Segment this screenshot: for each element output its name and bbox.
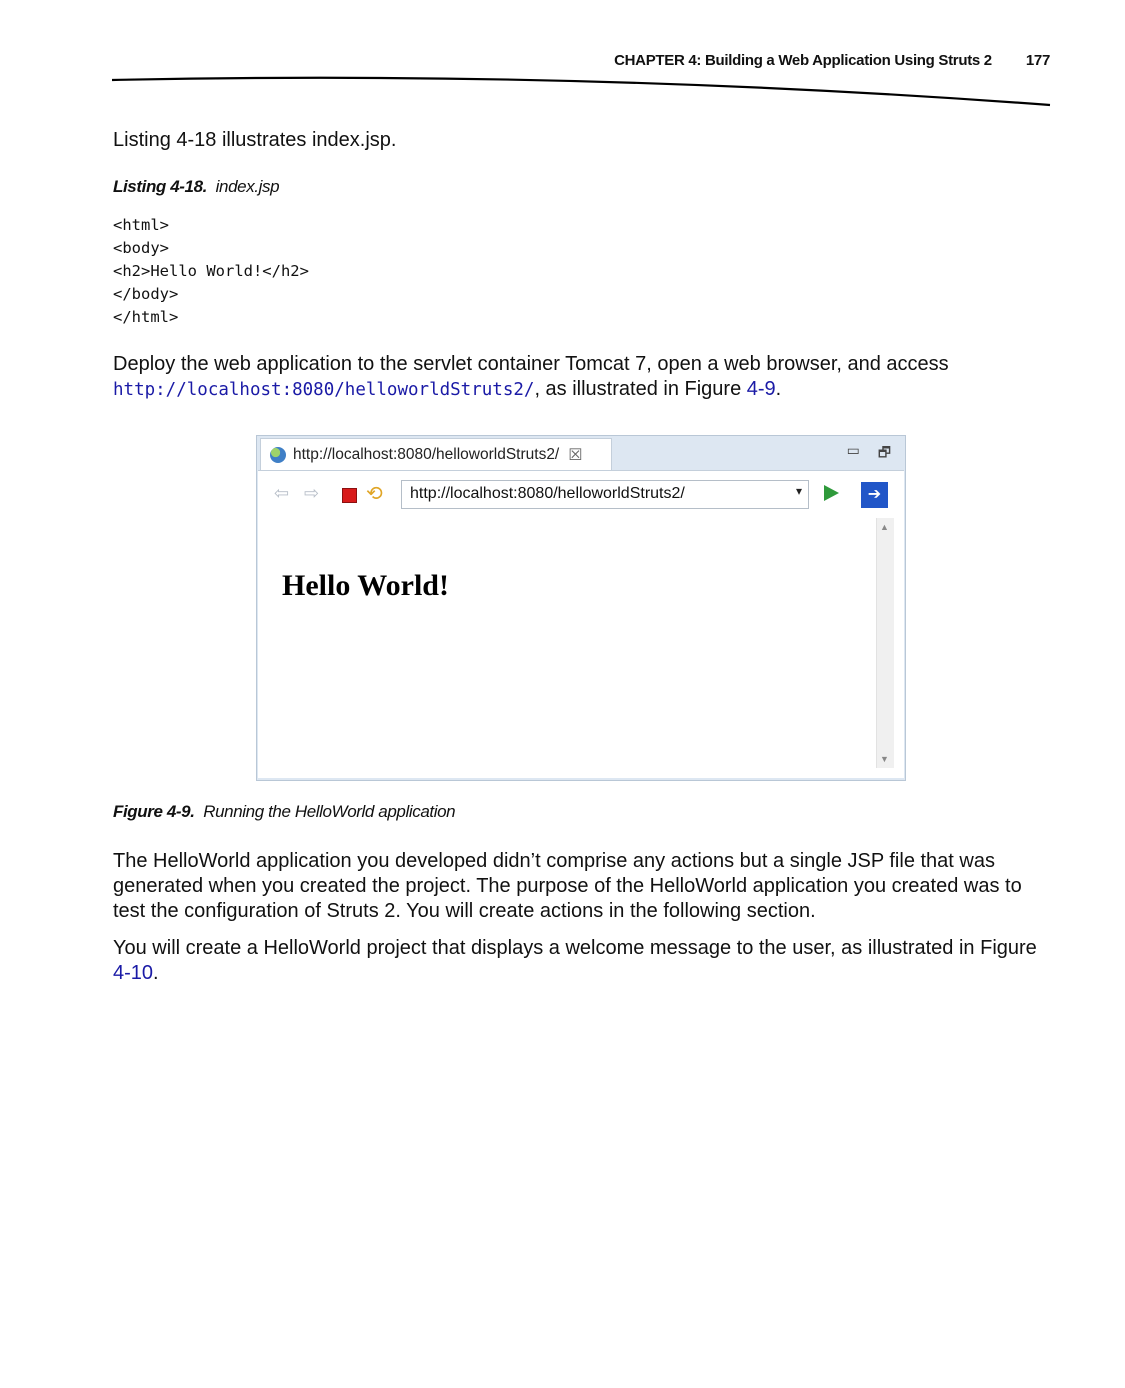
tab-title: http://localhost:8080/helloworldStruts2/ bbox=[293, 446, 560, 463]
globe-icon bbox=[270, 447, 286, 463]
browser-screenshot-figure bbox=[256, 435, 906, 781]
next-step-end: . bbox=[153, 962, 159, 984]
code-line: <h2>Hello World!</h2> bbox=[113, 262, 309, 280]
deploy-paragraph bbox=[113, 352, 1053, 403]
chevron-down-icon[interactable]: ▾ bbox=[795, 484, 802, 498]
deploy-url-link[interactable]: http://localhost:8080/helloworldStruts2/ bbox=[113, 380, 535, 400]
vertical-scrollbar[interactable] bbox=[876, 518, 894, 768]
minimize-icon[interactable]: ▭ bbox=[846, 442, 860, 458]
code-line: <html> bbox=[113, 216, 169, 234]
deploy-text: Deploy the web application to the servlet container Tomcat 7, open a web browser, and access bbox=[113, 353, 949, 375]
listing-caption bbox=[113, 177, 279, 197]
back-icon[interactable]: ⇦ bbox=[274, 483, 290, 503]
page-heading: Hello World! bbox=[282, 569, 449, 602]
code-line: </html> bbox=[113, 308, 179, 326]
forward-icon[interactable]: ⇨ bbox=[304, 483, 320, 503]
scroll-up-icon[interactable]: ▲ bbox=[880, 522, 889, 532]
next-step-text: You will create a HelloWorld project that displays a welcome message to the user, as illustrated in Figure bbox=[113, 937, 1037, 959]
figure-ref-link[interactable]: 4-9 bbox=[746, 378, 776, 400]
page-number: 177 bbox=[1025, 52, 1050, 69]
explanation-paragraph: The HelloWorld application you developed didn’t comprise any actions but a single JSP file that was generated when you created the project. The purpose of the HelloWorld application you created was to test the configuration of Struts 2. You will create actions in the following section. bbox=[113, 850, 1022, 922]
deploy-text-middle: , as illustrated in Figure bbox=[534, 378, 747, 400]
figure-caption bbox=[113, 802, 455, 822]
intro-paragraph: Listing 4-18 illustrates index.jsp. bbox=[113, 129, 397, 151]
stop-icon[interactable] bbox=[342, 488, 357, 503]
go-icon[interactable] bbox=[824, 485, 839, 501]
tab-close-icon[interactable]: ☒ bbox=[568, 447, 583, 464]
code-line: </body> bbox=[113, 285, 179, 303]
figure-label: Figure 4-9. bbox=[113, 802, 195, 821]
listing-label: Listing 4-18. bbox=[113, 177, 207, 196]
running-head bbox=[614, 52, 1050, 69]
browser-content bbox=[258, 470, 904, 778]
refresh-icon[interactable]: ⟲ bbox=[366, 483, 383, 505]
external-browser-icon[interactable]: ➔ bbox=[861, 482, 888, 508]
scroll-down-icon[interactable]: ▼ bbox=[880, 754, 889, 764]
next-step-paragraph bbox=[113, 936, 1053, 986]
url-input[interactable] bbox=[401, 480, 809, 509]
header-rule bbox=[112, 72, 1052, 112]
figure-title: Running the HelloWorld application bbox=[203, 802, 456, 821]
figure-ref-link-2[interactable]: 4-10 bbox=[113, 962, 154, 984]
code-listing bbox=[113, 214, 309, 329]
restore-icon[interactable]: 🗗 bbox=[877, 444, 891, 460]
browser-toolbar bbox=[258, 471, 904, 515]
url-value: http://localhost:8080/helloworldStruts2/ bbox=[410, 485, 685, 502]
window-controls bbox=[847, 442, 891, 466]
browser-tab[interactable] bbox=[260, 438, 612, 471]
chapter-title: CHAPTER 4: Building a Web Application Using Struts 2 bbox=[614, 52, 992, 69]
listing-title: index.jsp bbox=[215, 177, 280, 196]
code-line: <body> bbox=[113, 239, 169, 257]
deploy-text-end: . bbox=[775, 378, 782, 400]
